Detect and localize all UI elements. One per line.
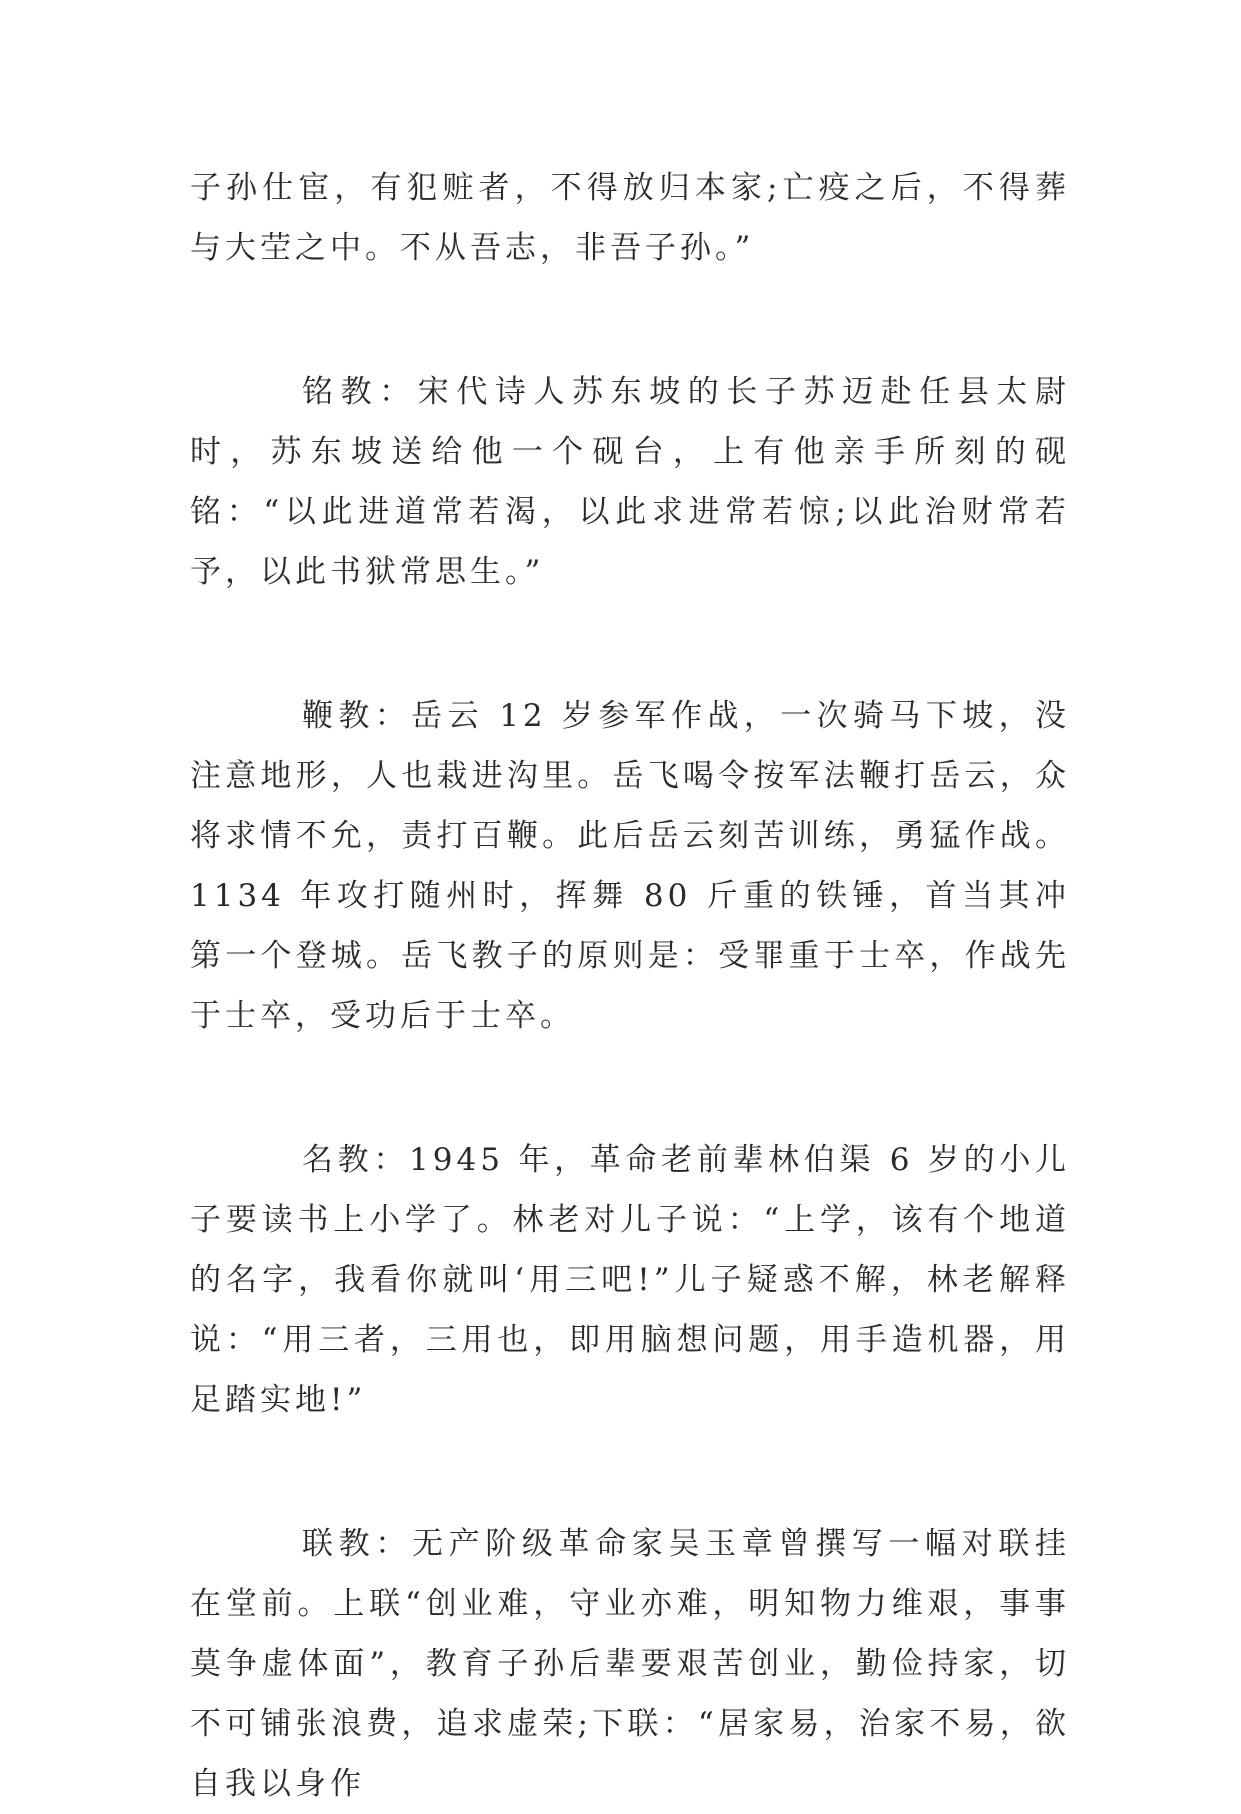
paragraph-continuation: 子孙仕宦，有犯赃者，不得放归本家;亡疫之后，不得葬与大茔之中。不从吾志，非吾子孙。”: [190, 170, 1070, 266]
paragraph-name-teaching: 名教：1945 年，革命老前辈林伯渠 6 岁的小儿子要读书上小学了。林老对儿子说：“上学，该有个地道的名字，我看你就叫‘用三吧!”儿子疑惑不解，林老解释说：“用三者，三用也，即用脑想问题，用手造机器，用足踏实地!”: [190, 1142, 1070, 1418]
paragraph-whip-teaching: 鞭教：岳云 12 岁参军作战，一次骑马下坡，没注意地形，人也栽进沟里。岳飞喝令按军法鞭打岳云，众将求情不允，责打百鞭。此后岳云刻苦训练，勇猛作战。1134 年攻打随州时，挥舞 80 斤重的铁锤，首当其冲第一个登城。岳飞教子的原则是：受罪重于士卒，作战先于士卒，受功后于士卒。: [190, 698, 1070, 1034]
paragraph-inkstone-teaching: 铭教：宋代诗人苏东坡的长子苏迈赴任县太尉时，苏东坡送给他一个砚台，上有他亲手所刻的砚铭：“以此进道常若渴，以此求进常若惊;以此治财常若予，以此书狱常思生。”: [190, 374, 1070, 590]
document-page: [190, 158, 1070, 1814]
paragraph-couplet-teaching: 联教：无产阶级革命家吴玉章曾撰写一幅对联挂在堂前。上联“创业难，守业亦难，明知物力维艰，事事莫争虚体面”，教育子孙后辈要艰苦创业，勤俭持家，切不可铺张浪费，追求虚荣;下联：“居家易，治家不易，欲自我以身作: [190, 1526, 1070, 1802]
